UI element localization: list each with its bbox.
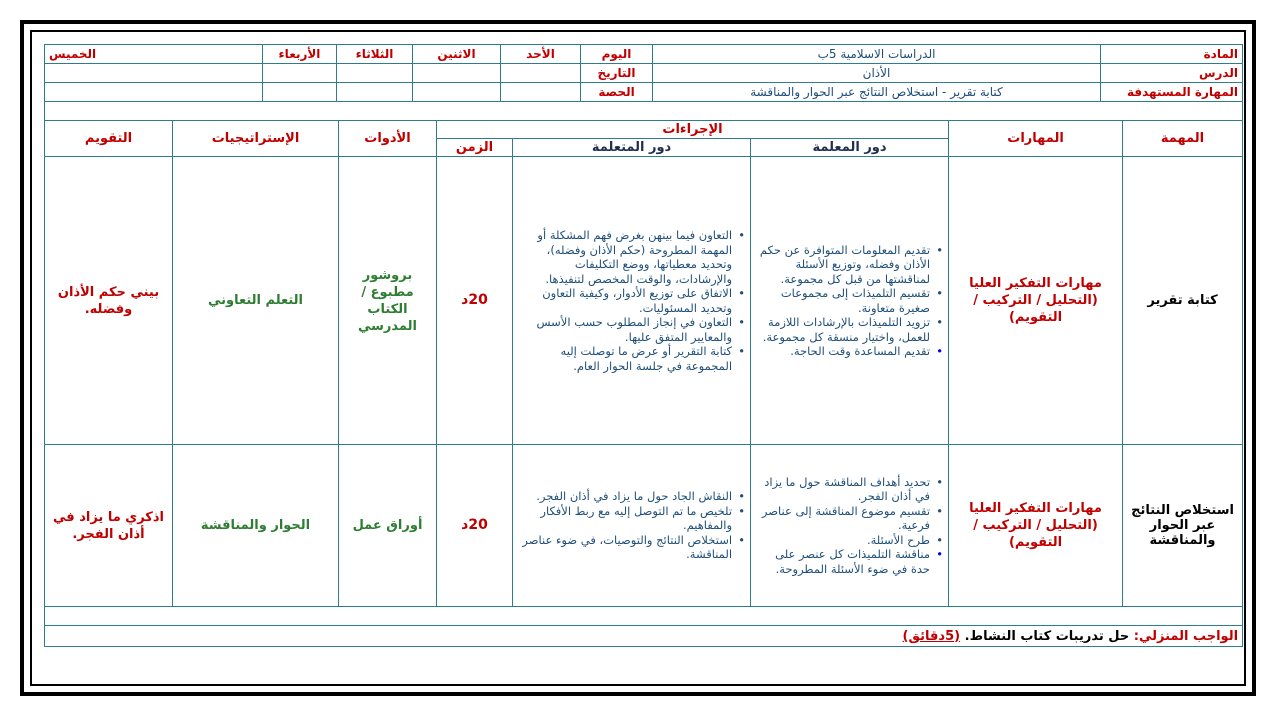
list-item: • التعاون في إنجاز المطلوب حسب الأسس والمعايير المتفق عليها. bbox=[517, 315, 732, 344]
evaluation-cell: بيني حكم الأذان وفضله. bbox=[45, 157, 173, 445]
list-item: • تحديد أهداف المناقشة حول ما يزاد في أذان الفجر. bbox=[755, 475, 930, 504]
homework-duration: (5دقائق) bbox=[902, 628, 961, 644]
teacher-role-cell bbox=[751, 157, 949, 445]
period-cell bbox=[337, 83, 413, 102]
student-role-cell bbox=[513, 157, 751, 445]
spacer-row bbox=[45, 102, 1243, 121]
homework-row bbox=[45, 626, 1243, 647]
skills-cell: مهارات التفكير العليا (التحليل / التركيب / التقويم) bbox=[949, 157, 1123, 445]
date-cell bbox=[413, 64, 501, 83]
list-item: • تقسيم التلميذات إلى مجموعات صغيرة متعاونة. bbox=[755, 286, 930, 315]
skills-cell: مهارات التفكير العليا (التحليل / التركيب / التقويم) bbox=[949, 445, 1123, 607]
target-skill-value: كتابة تقرير - استخلاص النتائج عبر الحوار والمناقشة bbox=[653, 83, 1101, 102]
period-cell bbox=[413, 83, 501, 102]
list-item: • الاتفاق على توزيع الأدوار، وكيفية التعاون وتحديد المسئوليات. bbox=[517, 286, 732, 315]
date-cell bbox=[263, 64, 337, 83]
teacher-role-cell bbox=[751, 445, 949, 607]
col-task: المهمة bbox=[1123, 121, 1243, 157]
tools-cell: بروشور مطبوع / الكتاب المدرسي bbox=[339, 157, 437, 445]
main-table bbox=[44, 120, 1243, 647]
list-item: • تقديم المعلومات المتوافرة عن حكم الأذان وفضله، وتوزيع الأسئلة لمناقشتها من قبل كل مجموعة. bbox=[755, 243, 930, 287]
task-cell: استخلاص النتائج عبر الحوار والمناقشة bbox=[1123, 445, 1243, 607]
table-row bbox=[45, 157, 1243, 445]
tools-cell: أوراق عمل bbox=[339, 445, 437, 607]
list-item: • تلخيص ما تم التوصل إليه مع ربط الأفكار والمفاهيم. bbox=[517, 504, 732, 533]
evaluation-cell: اذكري ما يزاد في أذان الفجر. bbox=[45, 445, 173, 607]
strategy-cell: الحوار والمناقشة bbox=[173, 445, 339, 607]
lesson-label: الدرس bbox=[1101, 64, 1243, 83]
day-wednesday: الأربعاء bbox=[263, 45, 337, 64]
col-tools: الأدوات bbox=[339, 121, 437, 157]
student-role-cell bbox=[513, 445, 751, 607]
col-skills: المهارات bbox=[949, 121, 1123, 157]
list-item: • مناقشة التلميذات كل عنصر على حدة في ضوء الأسئلة المطروحة. bbox=[755, 547, 930, 576]
spacer-row bbox=[45, 607, 1243, 626]
lesson-plan bbox=[44, 44, 1242, 674]
col-strategies: الإستراتيجيات bbox=[173, 121, 339, 157]
period-label: الحصة bbox=[581, 83, 653, 102]
day-thursday: الخميس bbox=[45, 45, 263, 64]
period-cell bbox=[45, 83, 263, 102]
table-row bbox=[45, 445, 1243, 607]
homework-text: حل تدريبات كتاب النشاط. bbox=[964, 628, 1130, 644]
date-label: التاريخ bbox=[581, 64, 653, 83]
time-cell: 20د bbox=[437, 445, 513, 607]
list-item: • النقاش الجاد حول ما يزاد في أذان الفجر. bbox=[517, 489, 732, 504]
subject-value: الدراسات الاسلامية 5ب bbox=[653, 45, 1101, 64]
task-cell: كتابة تقرير bbox=[1123, 157, 1243, 445]
time-cell: 20د bbox=[437, 157, 513, 445]
date-cell bbox=[337, 64, 413, 83]
list-item: • كتابة التقرير أو عرض ما توصلت إليه المجموعة في جلسة الحوار العام. bbox=[517, 344, 732, 373]
subject-label: المادة bbox=[1101, 45, 1243, 64]
col-procedures: الإجراءات bbox=[437, 121, 949, 139]
day-label: اليوم bbox=[581, 45, 653, 64]
col-evaluation: التقويم bbox=[45, 121, 173, 157]
lesson-value: الأذان bbox=[653, 64, 1101, 83]
period-cell bbox=[501, 83, 581, 102]
day-sunday: الأحد bbox=[501, 45, 581, 64]
homework-label: الواجب المنزلي: bbox=[1133, 628, 1239, 644]
list-item: • استخلاص النتائج والتوصيات، في ضوء عناصر المناقشة. bbox=[517, 533, 732, 562]
col-teacher-role: دور المعلمة bbox=[751, 139, 949, 157]
list-item: • تزويد التلميذات بالإرشادات اللازمة للعمل، واختيار منسقة كل مجموعة. bbox=[755, 315, 930, 344]
list-item: • تقسيم موضوع المناقشة إلى عناصر فرعية. bbox=[755, 504, 930, 533]
list-item: • تقديم المساعدة وقت الحاجة. bbox=[755, 344, 930, 359]
day-monday: الاثنين bbox=[413, 45, 501, 64]
date-cell bbox=[501, 64, 581, 83]
list-item: • طرح الأسئلة. bbox=[755, 533, 930, 548]
col-time: الزمن bbox=[437, 139, 513, 157]
target-skill-label: المهارة المستهدفة bbox=[1101, 83, 1243, 102]
date-cell bbox=[45, 64, 263, 83]
period-cell bbox=[263, 83, 337, 102]
strategy-cell: التعلم التعاوني bbox=[173, 157, 339, 445]
header-table bbox=[44, 44, 1243, 121]
day-tuesday: الثلاثاء bbox=[337, 45, 413, 64]
col-student-role: دور المتعلمة bbox=[513, 139, 751, 157]
list-item: • التعاون فيما بينهن بغرض فهم المشكلة أو المهمة المطروحة (حكم الأذان وفضله)، وتحديد معطياتها، ووضع التكليفات والإرشادات، والوقت المخصص لتنفيذها. bbox=[517, 228, 732, 286]
